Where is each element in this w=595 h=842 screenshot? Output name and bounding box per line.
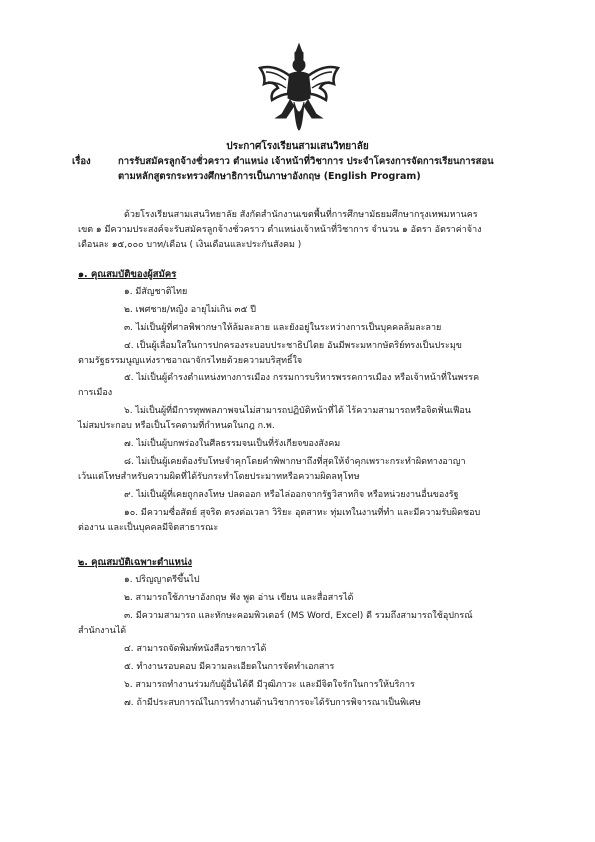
subject-line-1: การรับสมัครลูกจ้างชั่วคราว ตำแหน่ง เจ้าหน้าที่วิชาการ ประจำโครงการจัดการเรียนการสอน bbox=[118, 156, 494, 167]
subject-line-2: ตามหลักสูตรกระทรวงศึกษาธิการเป็นภาษาอังกฤษ (English Program) bbox=[118, 171, 421, 182]
section-2-item: ๖. สามารถทำงานร่วมกับผู้อื่นได้ดี มีวุฒิภาวะ และมีจิตใจรักในการให้บริการ bbox=[124, 680, 415, 690]
section-1-item: ๓. ไม่เป็นผู้ที่ศาลพิพากษาให้ล้มละลาย และยังอยู่ในระหว่างการเป็นบุคคลล้มละลาย bbox=[124, 323, 442, 333]
section-1-item: ๕. ไม่เป็นผู้ดำรงตำแหน่งทางการเมือง กรรมการบริหารพรรคการเมือง หรือเจ้าหน้าที่ในพรรค bbox=[124, 373, 480, 383]
section-1-item-continued: ต่องาน และเป็นบุคคลมีจิตสาธารณะ bbox=[78, 523, 219, 533]
section-1-item: ๖. ไม่เป็นผู้ที่มีการทุพพลภาพจนไม่สามารถปฏิบัติหน้าที่ได้ ไร้ความสามารถหรือจิตฟั่นเฟือน bbox=[124, 406, 471, 416]
section-1-item-continued: ไม่สมประกอบ หรือเป็นโรคตามที่กำหนดในกฎ ก.พ. bbox=[78, 421, 275, 431]
section-2-item: ๔. สามารถจัดพิมพ์หนังสือราชการได้ bbox=[124, 644, 267, 654]
section-2-item: ๒. สามารถใช้ภาษาอังกฤษ ฟัง พูด อ่าน เขียน และสื่อสารได้ bbox=[124, 593, 354, 603]
section-1-item: ๔. เป็นผู้เลื่อมใสในการปกครองระบอบประชาธิปไตย อันมีพระมหากษัตริย์ทรงเป็นประมุข bbox=[124, 341, 462, 351]
subject-label: เรื่อง bbox=[72, 156, 91, 167]
announcement-title: ประกาศโรงเรียนสามเสนวิทยาลัย bbox=[226, 141, 369, 152]
section-1-item: ๑๐. มีความซื่อสัตย์ สุจริต ตรงต่อเวลา วิริยะ อุตสาหะ ทุ่มเทในงานที่ทำ และมีความรับผิดชอบ bbox=[124, 508, 481, 518]
section-1-item: ๑. มีสัญชาติไทย bbox=[124, 287, 188, 297]
section-1-item: ๒. เพศชาย/หญิง อายุไม่เกิน ๓๕ ปี bbox=[124, 305, 256, 315]
section-1-item: ๘. ไม่เป็นผู้เคยต้องรับโทษจำคุกโดยคำพิพากษาถึงที่สุดให้จำคุกเพราะกระทำผิดทางอาญา bbox=[124, 457, 466, 467]
section-2-item: ๗. ถ้ามีประสบการณ์ในการทำงานด้านวิชาการจะได้รับการพิจารณาเป็นพิเศษ bbox=[124, 698, 421, 708]
garuda-emblem-icon bbox=[256, 42, 342, 132]
section-1-item-continued: ตามรัฐธรรมนูญแห่งราชอาณาจักรไทยด้วยความบริสุทธิ์ใจ bbox=[78, 356, 303, 366]
section-2-item-continued: สำนักงานได้ bbox=[78, 626, 127, 636]
intro-line-1: ด้วยโรงเรียนสามเสนวิทยาลัย สังกัดสำนักงานเขตพื้นที่การศึกษามัธยมศึกษากรุงเทพมหานคร bbox=[124, 210, 478, 220]
section-1-item-continued: การเมือง bbox=[78, 388, 113, 398]
intro-line-2: เขต ๑ มีความประสงค์จะรับสมัครลูกจ้างชั่วคราว ตำแหน่งเจ้าหน้าที่วิชาการ จำนวน ๑ อัตรา อัตราค่าจ้าง bbox=[78, 225, 482, 235]
section-2-item: ๕. ทำงานรอบคอบ มีความละเอียดในการจัดทำเอกสาร bbox=[124, 662, 335, 672]
section-1-item-continued: เว้นแต่โทษสำหรับความผิดที่ได้รับกระทำโดยประมาทหรือความผิดลหุโทษ bbox=[78, 472, 360, 482]
section-1-item: ๙. ไม่เป็นผู้ที่เคยถูกลงโทษ ปลดออก หรือไล่ออกจากรัฐวิสาหกิจ หรือหน่วยงานอื่นของรัฐ bbox=[124, 490, 459, 500]
intro-line-3: เดือนละ ๑๕,๐๐๐ บาท/เดือน ( เงินเดือนและประกันสังคม ) bbox=[78, 240, 302, 250]
section-1-item: ๗. ไม่เป็นผู้บกพร่องในศีลธรรมจนเป็นที่รังเกียจของสังคม bbox=[124, 439, 341, 449]
section-1-title: ๑. คุณสมบัติของผู้สมัคร bbox=[78, 269, 177, 280]
section-2-item: ๓. มีความสามารถ และทักษะคอมพิวเตอร์ (MS Word, Excel) ดี รวมถึงสามารถใช้อุปกรณ์ bbox=[124, 611, 473, 621]
section-2-item: ๑. ปริญญาตรีขึ้นไป bbox=[124, 575, 200, 585]
section-2-title: ๒. คุณสมบัติเฉพาะตำแหน่ง bbox=[78, 557, 193, 568]
